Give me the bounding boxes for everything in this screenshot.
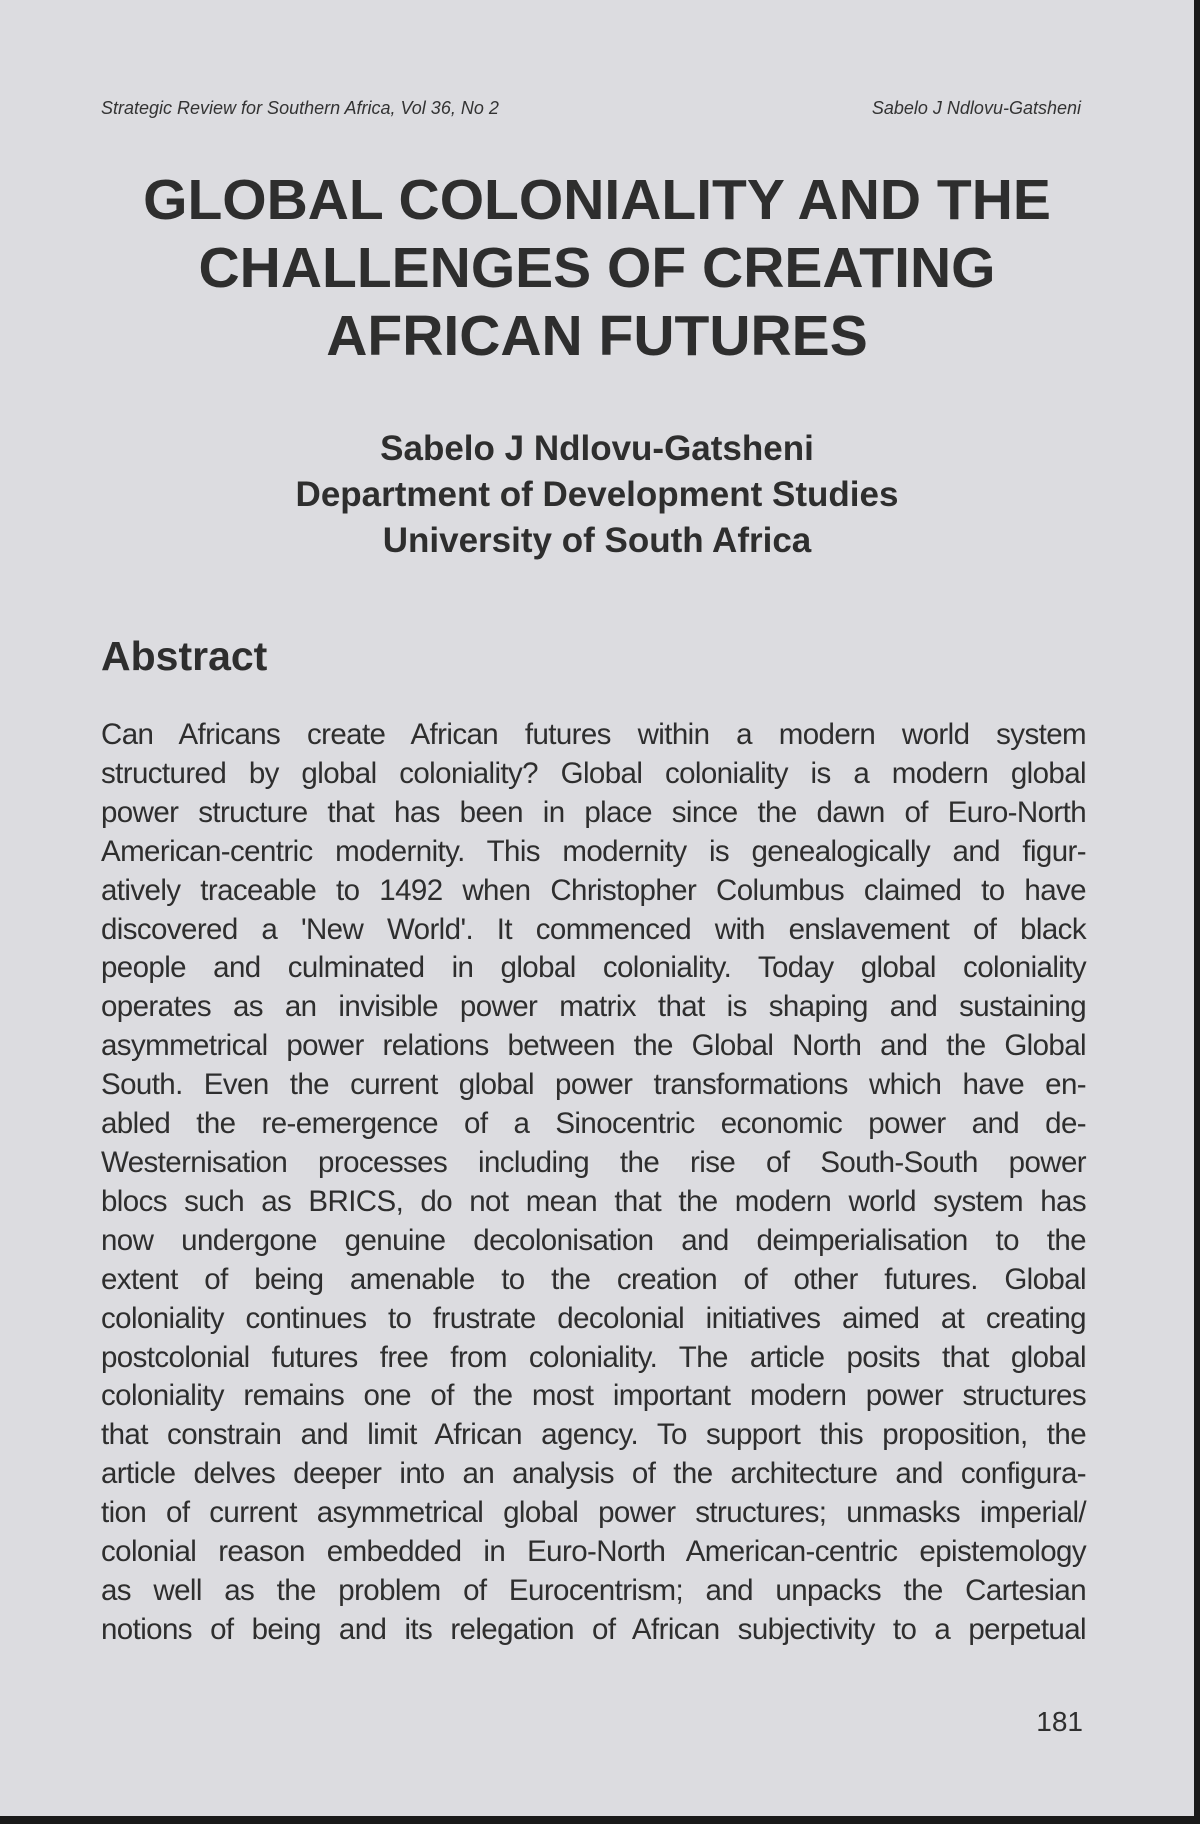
- abstract-line: notions of being and its relegation of African subjectivity to a perpetual: [101, 1612, 1086, 1646]
- abstract-line: asymmetrical power relations between the Global North and the Global: [101, 1029, 1086, 1063]
- author-institution: University of South Africa: [382, 521, 812, 560]
- article-title: [80, 166, 1114, 370]
- title-line: CHALLENGES OF CREATING: [198, 236, 996, 300]
- abstract-line: South. Even the current global power transformations which have en-: [101, 1068, 1086, 1102]
- abstract-line: operates as an invisible power matrix that is shaping and sustaining: [101, 990, 1086, 1024]
- author-department: Department of Development Studies: [295, 475, 899, 514]
- page-number: 181: [1036, 1706, 1083, 1737]
- abstract-line: that constrain and limit African agency. To support this proposition, the: [101, 1418, 1086, 1452]
- title-line: GLOBAL COLONIALITY AND THE: [143, 168, 1051, 232]
- abstract-line: coloniality remains one of the most important modern power structures: [101, 1379, 1086, 1413]
- abstract-line: blocs such as BRICS, do not mean that the modern world system has: [101, 1184, 1086, 1218]
- abstract-line: as well as the problem of Eurocentrism; and unpacks the Cartesian: [101, 1573, 1086, 1607]
- running-head-author: Sabelo J Ndlovu-Gatsheni: [871, 98, 1081, 118]
- abstract-heading: Abstract: [101, 633, 268, 679]
- author-block: [80, 426, 1114, 564]
- abstract-line: people and culminated in global coloniality. Today global coloniality: [101, 951, 1086, 985]
- abstract-line: atively traceable to 1492 when Christopher Columbus claimed to have: [101, 873, 1086, 907]
- abstract-line: structured by global coloniality? Global coloniality is a modern global: [101, 756, 1086, 790]
- title-line: AFRICAN FUTURES: [326, 304, 868, 368]
- abstract-line: article delves deeper into an analysis of the architecture and configura-: [101, 1457, 1086, 1491]
- abstract-line: abled the re-emergence of a Sinocentric economic power and de-: [101, 1107, 1086, 1141]
- abstract-line: colonial reason embedded in Euro-North American-centric epistemology: [101, 1535, 1086, 1569]
- abstract-body: [101, 716, 1086, 1650]
- journal-citation: Strategic Review for Southern Africa, Vol 36, No 2: [101, 98, 499, 118]
- abstract-line: Westernisation processes including the rise of South-South power: [101, 1145, 1086, 1179]
- abstract-line: American-centric modernity. This modernity is genealogically and figur-: [101, 834, 1086, 868]
- abstract-line: discovered a 'New World'. It commenced with enslavement of black: [101, 912, 1086, 946]
- abstract-line: extent of being amenable to the creation of other futures. Global: [101, 1262, 1086, 1296]
- abstract-line: coloniality continues to frustrate decolonial initiatives aimed at creating: [101, 1301, 1086, 1335]
- abstract-line: Can Africans create African futures within a modern world system: [101, 718, 1086, 751]
- abstract-line: now undergone genuine decolonisation and deimperialisation to the: [101, 1223, 1086, 1257]
- author-name: Sabelo J Ndlovu-Gatsheni: [380, 429, 814, 468]
- abstract-line: tion of current asymmetrical global power structures; unmasks imperial/: [101, 1496, 1086, 1530]
- abstract-line: power structure that has been in place since the dawn of Euro-North: [101, 795, 1086, 829]
- abstract-line: postcolonial futures free from coloniality. The article posits that global: [101, 1340, 1086, 1374]
